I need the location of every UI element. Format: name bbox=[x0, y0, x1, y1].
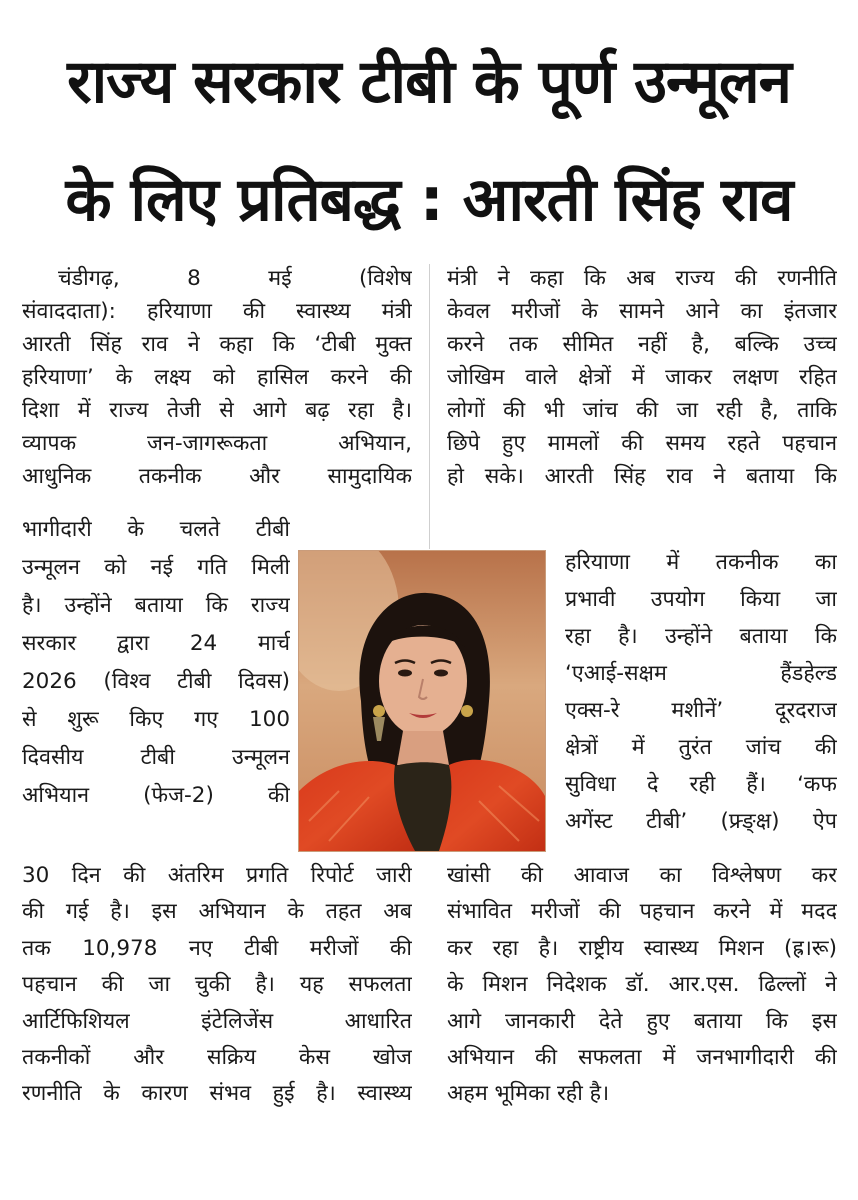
article-line: ‘एआई-सक्षम हैंडहेल्ड bbox=[565, 661, 837, 686]
article-line: हो सके। आरती सिंह राव ने बताया कि bbox=[447, 464, 837, 489]
article-line: की गई है। इस अभियान के तहत अब bbox=[22, 899, 412, 924]
article-line: रहा है। उन्होंने बताया कि bbox=[565, 624, 837, 649]
article-line: संभावित मरीजों की पहचान करने में मदद bbox=[447, 899, 837, 924]
article-line: 30 दिन की अंतरिम प्रगति रिपोर्ट जारी bbox=[22, 863, 412, 888]
article-line: अगेंस्ट टीबी’ (फ्र्ङ्क्ष) ऐप bbox=[565, 809, 837, 834]
article-line: रणनीति के कारण संभव हुई है। स्वास्थ्य bbox=[22, 1081, 412, 1106]
article-line: जोखिम वाले क्षेत्रों में जाकर लक्षण रहित bbox=[447, 365, 837, 390]
article-line: दिवसीय टीबी उन्मूलन bbox=[22, 745, 290, 770]
article-line: आधुनिक तकनीक और सामुदायिक bbox=[22, 464, 412, 489]
article-line: है। उन्होंने बताया कि राज्य bbox=[22, 593, 290, 618]
article-line: भागीदारी के चलते टीबी bbox=[22, 517, 290, 542]
portrait-illustration bbox=[299, 551, 545, 851]
article-line: अभियान (फेज-2) की bbox=[22, 783, 290, 808]
article-line: तकनीकों और सक्रिय केस खोज bbox=[22, 1045, 412, 1070]
article-line: सुविधा दे रही हैं। ‘कफ bbox=[565, 772, 837, 797]
article-line: आगे जानकारी देते हुए बताया कि इस bbox=[447, 1009, 837, 1034]
article-line: केवल मरीजों के सामने आने का इंतजार bbox=[447, 299, 837, 324]
article-line: आरती सिंह राव ने कहा कि ‘टीबी मुक्त bbox=[22, 332, 412, 357]
portrait-photo bbox=[298, 550, 546, 852]
article-line: एक्स-रे मशीनें’ दूरदराज bbox=[565, 698, 837, 723]
article-line: छिपे हुए मामलों की समय रहते पहचान bbox=[447, 431, 837, 456]
article-line: सरकार द्वारा 24 मार्च bbox=[22, 631, 290, 656]
article-line: अहम भूमिका रही है। bbox=[447, 1081, 610, 1106]
article-line: कर रहा है। राष्ट्रीय स्वास्थ्य मिशन (ह्र।रू) bbox=[447, 936, 837, 961]
article-line: खांसी की आवाज का विश्लेषण कर bbox=[447, 863, 837, 888]
article-line: आर्टिफिशियल इंटेलिजेंस आधारित bbox=[22, 1009, 412, 1034]
article-line: हरियाणा’ के लक्ष्य को हासिल करने की bbox=[22, 365, 412, 390]
article-line: प्रभावी उपयोग किया जा bbox=[565, 587, 837, 612]
article-line: दिशा में राज्य तेजी से आगे बढ़ रहा है। bbox=[22, 398, 412, 423]
article-line: क्षेत्रों में तुरंत जांच की bbox=[565, 735, 837, 760]
article-line: से शुरू किए गए 100 bbox=[22, 707, 290, 732]
headline-line-2: के लिए प्रतिबद्ध : आरती सिंह राव bbox=[65, 165, 793, 235]
article-line: तक 10,978 नए टीबी मरीजों की bbox=[22, 936, 412, 961]
article-line: पहचान की जा चुकी है। यह सफलता bbox=[22, 972, 412, 997]
article-line: चंडीगढ़, 8 मई (विशेष bbox=[58, 266, 412, 291]
article-line: लोगों की भी जांच की जा रही है, ताकि bbox=[447, 398, 837, 423]
article-line: के मिशन निदेशक डॉ. आर.एस. ढिल्लों ने bbox=[447, 972, 837, 997]
article-line: मंत्री ने कहा कि अब राज्य की रणनीति bbox=[447, 266, 837, 291]
article-line: करने तक सीमित नहीं है, बल्कि उच्च bbox=[447, 332, 837, 357]
article-line: हरियाणा में तकनीक का bbox=[565, 550, 837, 575]
article-line: अभियान की सफलता में जनभागीदारी की bbox=[447, 1045, 837, 1070]
article-line: संवाददाता): हरियाणा की स्वास्थ्य मंत्री bbox=[22, 299, 412, 324]
article-line: 2026 (विश्व टीबी दिवस) bbox=[22, 669, 290, 694]
article-line: व्यापक जन-जागरूकता अभियान, bbox=[22, 431, 412, 456]
column-divider bbox=[429, 264, 430, 549]
article-line: उन्मूलन को नई गति मिली bbox=[22, 555, 290, 580]
headline-line-1: राज्य सरकार टीबी के पूर्ण उन्मूलन bbox=[67, 47, 791, 117]
